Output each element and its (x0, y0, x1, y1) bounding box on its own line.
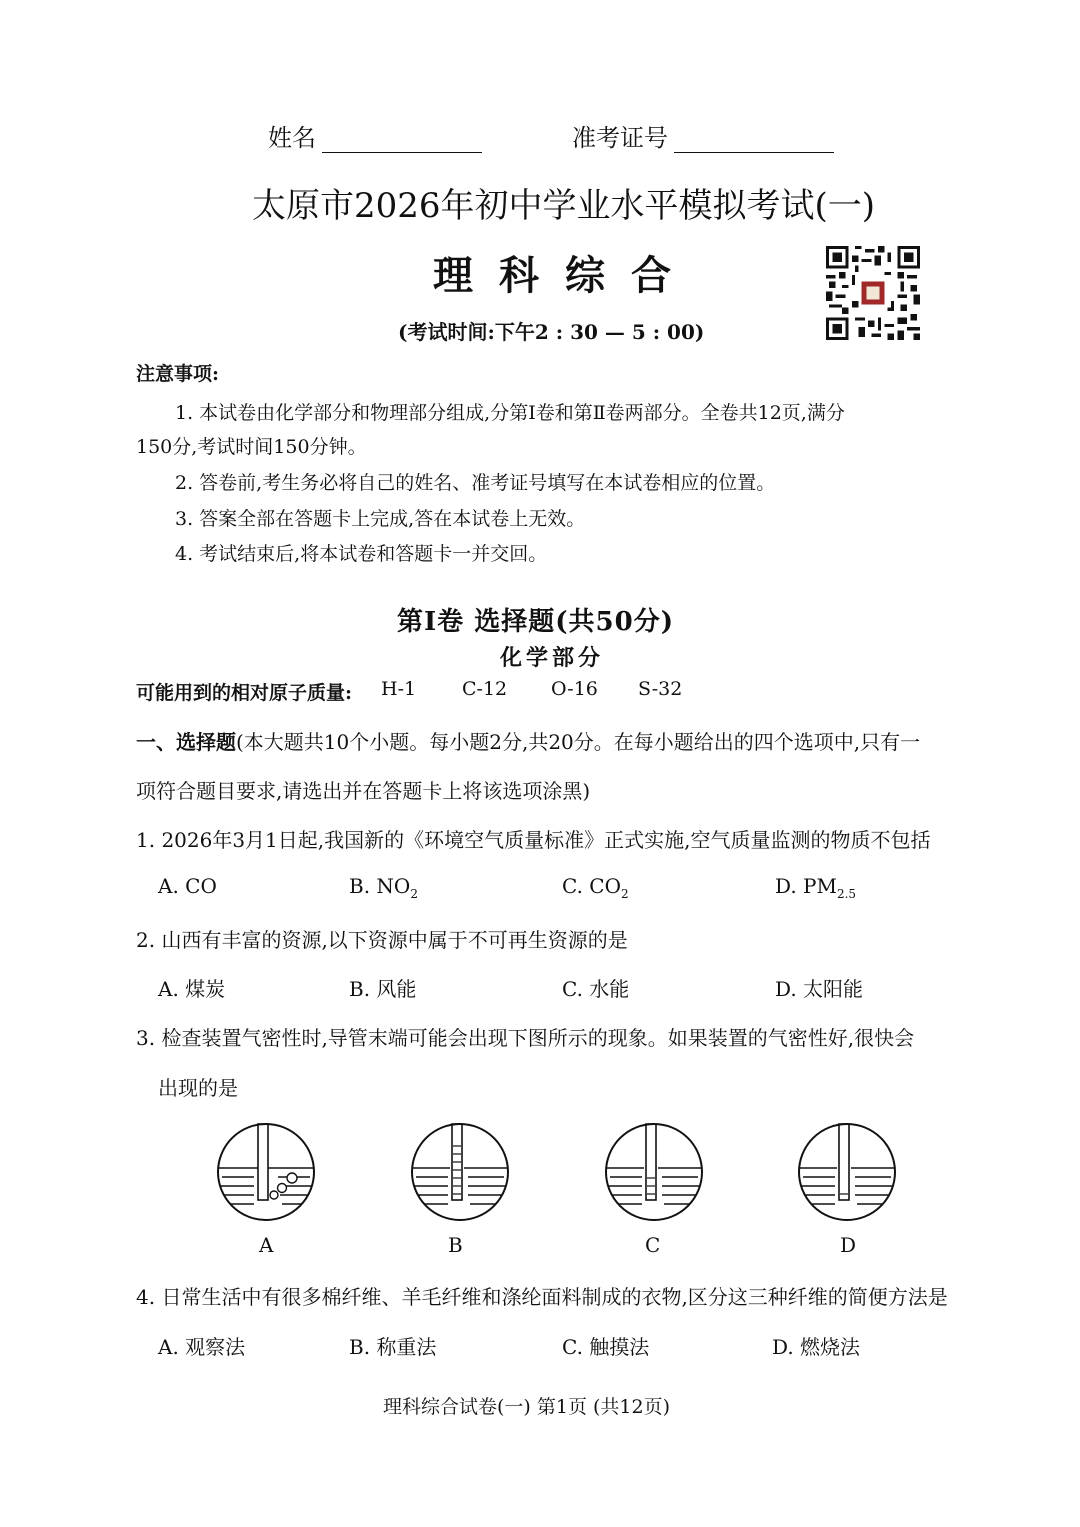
exam-title: 太原市2026年初中学业水平模拟考试(一) (252, 186, 876, 226)
figure-d-no-change (797, 1122, 897, 1222)
figure-a-bubbles (216, 1122, 316, 1222)
q2-option-c: C. 水能 (562, 977, 630, 1001)
q1-stem: 1. 2026年3月1日起,我国新的《环境空气质量标准》正式实施,空气质量监测的物质不包括 (136, 828, 931, 852)
q2-option-d: D. 太阳能 (775, 977, 864, 1001)
q2-stem: 2. 山西有丰富的资源,以下资源中属于不可再生资源的是 (136, 928, 628, 952)
mass-c: C-12 (462, 678, 508, 700)
notice-item-3: 3. 答案全部在答题卡上完成,答在本试卷上无效。 (175, 508, 586, 530)
mass-o: O-16 (551, 678, 598, 700)
q3-stem-line-2: 出现的是 (158, 1076, 238, 1100)
notice-item-2: 2. 答卷前,考生务必将自己的姓名、准考证号填写在本试卷相应的位置。 (175, 472, 776, 494)
q4-option-b: B. 称重法 (349, 1335, 437, 1359)
id-blank (674, 128, 834, 153)
q2-option-b: B. 风能 (349, 977, 417, 1001)
mass-h: H-1 (381, 678, 417, 700)
figure-label-d: D (840, 1233, 857, 1257)
figure-b-rising-column (410, 1122, 510, 1222)
notice-item-1-line-2: 150分,考试时间150分钟。 (136, 436, 367, 458)
q4-option-a: A. 观察法 (158, 1335, 246, 1359)
atomic-mass-line (136, 678, 352, 705)
notice-heading: 注意事项: (136, 363, 220, 385)
id-field (572, 118, 834, 153)
q1-option-c: C. $CO_2$ (562, 874, 629, 901)
section-title: 第Ⅰ卷 选择题(共50分) (397, 607, 674, 637)
figure-c-level-column (604, 1122, 704, 1222)
atomic-mass-label: 可能用到的相对原子质量: (136, 682, 353, 704)
page-footer: 理科综合试卷(一) 第1页 (共12页) (383, 1396, 670, 1418)
name-field (268, 118, 482, 153)
name-blank (322, 128, 482, 153)
figure-label-c: C (645, 1233, 661, 1257)
figure-label-a: A (259, 1233, 274, 1257)
figure-label-b: B (448, 1233, 463, 1257)
instruction-line-1 (136, 726, 920, 755)
instruction-bold: 一、选择题 (136, 730, 236, 754)
q1-option-a: A. CO (158, 874, 217, 898)
id-label: 准考证号 (572, 124, 668, 152)
part-title: 化学部分 (500, 645, 605, 671)
mass-s: S-32 (638, 678, 683, 700)
q3-stem-line-1: 3. 检查装置气密性时,导管末端可能会出现下图所示的现象。如果装置的气密性好,很快会 (136, 1026, 915, 1050)
subject-title: 理科综合 (433, 252, 697, 299)
q4-option-c: C. 触摸法 (562, 1335, 650, 1359)
name-label: 姓名 (268, 124, 316, 152)
q4-option-d: D. 燃烧法 (772, 1335, 861, 1359)
qr-code (826, 246, 920, 340)
q1-option-d: D. $PM_{2.5}$ (775, 874, 857, 901)
q2-option-a: A. 煤炭 (158, 977, 226, 1001)
instruction-text: (本大题共10个小题。每小题2分,共20分。在每小题给出的四个选项中,只有一 (236, 730, 921, 754)
notice-item-1-line-1: 1. 本试卷由化学部分和物理部分组成,分第Ⅰ卷和第Ⅱ卷两部分。全卷共12页,满分 (175, 402, 845, 424)
exam-time: (考试时间:下午2 : 30 — 5 : 00) (398, 320, 705, 344)
q4-stem: 4. 日常生活中有很多棉纤维、羊毛纤维和涤纶面料制成的衣物,区分这三种纤维的简便方法是 (136, 1285, 948, 1309)
q1-option-b: B. $NO_2$ (349, 874, 418, 901)
notice-item-4: 4. 考试结束后,将本试卷和答题卡一并交回。 (175, 543, 548, 565)
instruction-line-2: 项符合题目要求,请选出并在答题卡上将该选项涂黑) (136, 779, 591, 803)
